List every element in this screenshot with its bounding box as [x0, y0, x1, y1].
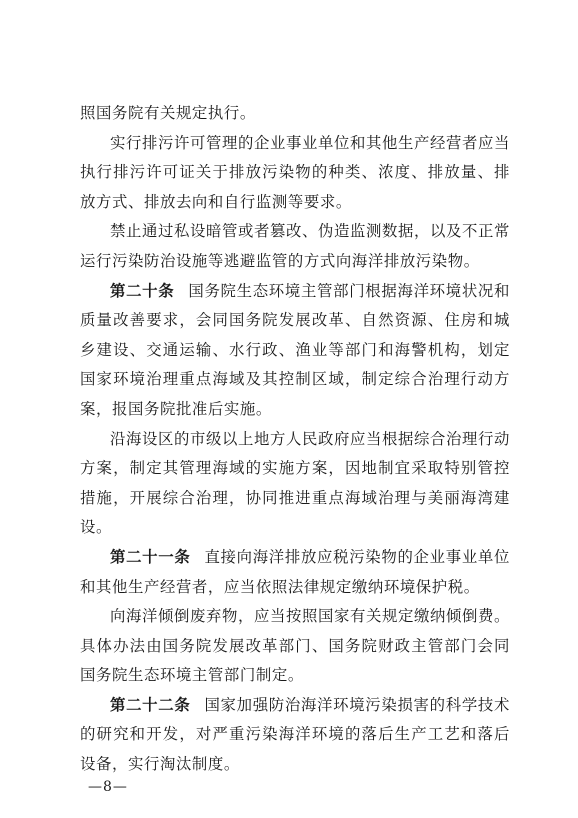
- paragraph-text: 沿海设区的市级以上地方人民政府应当根据综合治理行动方案，制定其管理海域的实施方案，因地制宜采取特别管控措施，开展综合治理，协同推进重点海域治理与美丽海湾建设。: [80, 429, 510, 537]
- article-heading: 第二十一条: [110, 547, 191, 566]
- paragraph-text: 直接向海洋排放应税污染物的企业事业单位和其他生产经营者，应当依照法律规定缴纳环境保护税。: [80, 547, 510, 596]
- page-number: —8—: [88, 779, 128, 795]
- paragraph-text: 实行排污许可管理的企业事业单位和其他生产经营者应当执行排污许可证关于排放污染物的种类、浓度、排放量、排放方式、排放去向和自行监测等要求。: [80, 133, 510, 211]
- paragraph-local-government: [80, 425, 510, 543]
- article-heading: 第二十条: [110, 281, 175, 300]
- article-20: [80, 277, 510, 425]
- paragraph-continuation: [80, 99, 510, 129]
- article-heading: 第二十二条: [110, 695, 191, 714]
- paragraph-text: 禁止通过私设暗管或者篡改、伪造监测数据，以及不正常运行污染防治设施等逃避监管的方式向海洋排放污染物。: [80, 222, 510, 270]
- paragraph-pollution-permit: [80, 129, 510, 218]
- paragraph-text: 国务院生态环境主管部门根据海洋环境状况和质量改善要求，会同国务院发展改革、自然资源、住房和城乡建设、交通运输、水行政、渔业等部门和海警机构，划定国家环境治理重点海域及其控制区域，制定综合治理行动方案，报国务院批准后实施。: [80, 281, 510, 418]
- paragraph-text: 照国务院有关规定执行。: [80, 104, 256, 122]
- paragraph-prohibition: [80, 217, 510, 276]
- paragraph-dumping-fee: [80, 602, 510, 691]
- paragraph-text: 国家加强防治海洋环境污染损害的科学技术的研究和开发，对严重污染海洋环境的落后生产工艺和落后设备，实行淘汰制度。: [80, 695, 510, 774]
- paragraph-text: 向海洋倾倒废弃物，应当按照国家有关规定缴纳倾倒费。具体办法由国务院发展改革部门、国务院财政主管部门会同国务院生态环境主管部门制定。: [80, 607, 510, 685]
- document-body: [80, 99, 510, 780]
- article-22: [80, 691, 510, 780]
- article-21: [80, 543, 510, 602]
